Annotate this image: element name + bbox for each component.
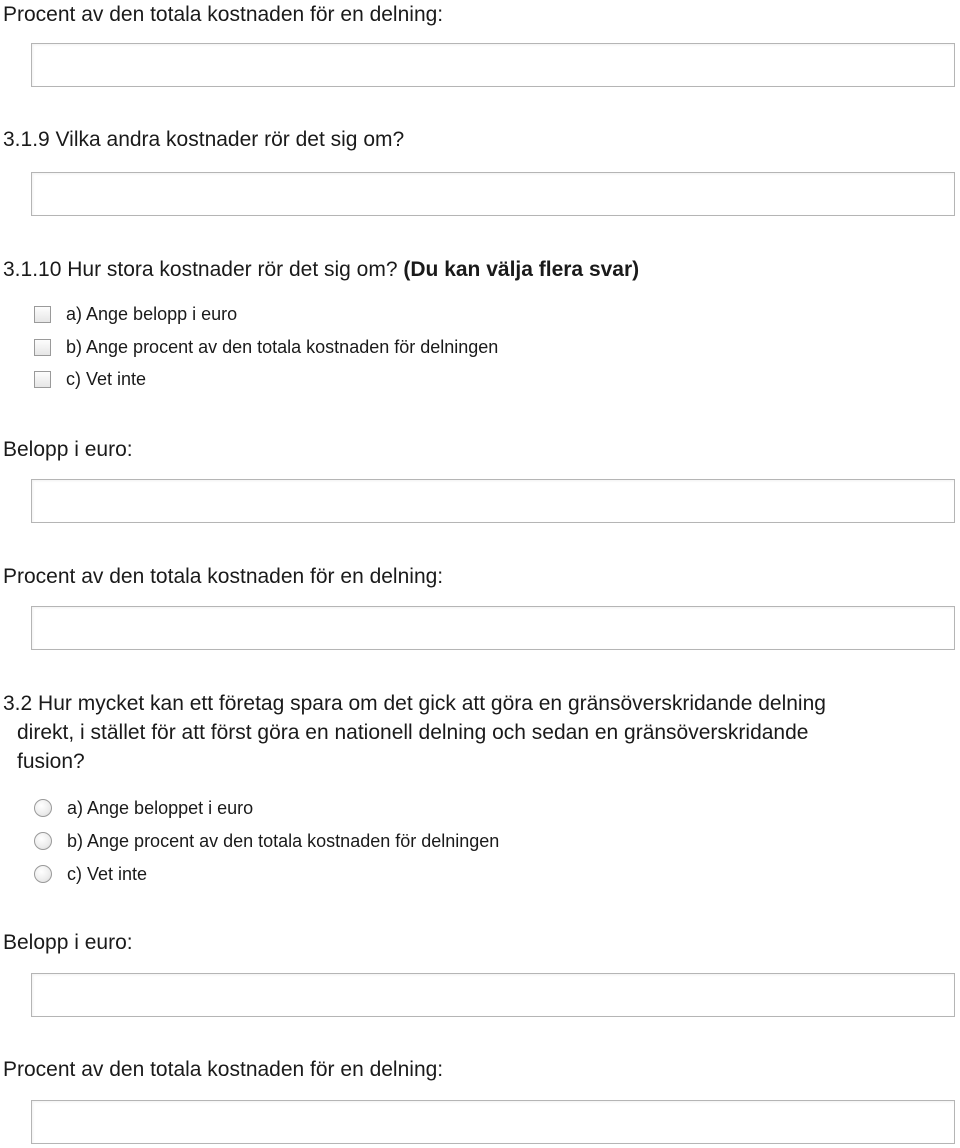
percent-input[interactable] [31, 606, 955, 650]
option-label: c) Vet inte [67, 864, 148, 884]
q-3-2-option-a[interactable] [34, 797, 253, 819]
question-3-1-10-text: 3.1.10 Hur stora kostnader rör det sig om? [3, 258, 398, 281]
question-line: 3.2 Hur mycket kan ett företag spara om det gick att göra en gränsöverskridande delning [3, 692, 826, 715]
percent-label: Procent av den totala kostnaden för en delning: [3, 3, 444, 26]
radio-icon[interactable] [34, 865, 52, 883]
option-label: b) Ange procent av den totala kostnaden för delningen [67, 831, 500, 851]
percent-input[interactable] [31, 43, 955, 87]
question-line: fusion? [17, 750, 85, 773]
checkbox-icon[interactable] [34, 339, 51, 356]
option-label: b) Ange procent av den totala kostnaden för delningen [66, 337, 499, 357]
q-3-2-option-c[interactable] [34, 863, 147, 885]
q-3-2-option-b[interactable] [34, 830, 499, 852]
question-line: direkt, i stället för att först göra en nationell delning och sedan en gränsöverskridande [17, 721, 809, 744]
radio-icon[interactable] [34, 832, 52, 850]
question-3-1-10-title [3, 258, 639, 282]
amount-label: Belopp i euro: [3, 931, 133, 954]
amount-input[interactable] [31, 479, 955, 523]
radio-icon[interactable] [34, 799, 52, 817]
option-label: a) Ange belopp i euro [66, 304, 238, 324]
option-label: a) Ange beloppet i euro [67, 798, 254, 818]
q-3-1-10-option-b[interactable] [34, 336, 498, 358]
q-3-1-10-option-a[interactable] [34, 303, 237, 325]
amount-input[interactable] [31, 973, 955, 1017]
amount-label: Belopp i euro: [3, 438, 133, 461]
other-costs-input[interactable] [31, 172, 955, 216]
percent-label: Procent av den totala kostnaden för en delning: [3, 565, 444, 588]
percent-label: Procent av den totala kostnaden för en delning: [3, 1058, 444, 1081]
option-label: c) Vet inte [66, 369, 147, 389]
percent-input[interactable] [31, 1100, 955, 1144]
question-3-2-title [3, 689, 943, 776]
question-3-1-10-hint: (Du kan välja flera svar) [403, 258, 640, 281]
checkbox-icon[interactable] [34, 371, 51, 388]
q-3-1-10-option-c[interactable] [34, 368, 146, 390]
checkbox-icon[interactable] [34, 306, 51, 323]
question-3-1-9-title: 3.1.9 Vilka andra kostnader rör det sig om? [3, 128, 405, 151]
